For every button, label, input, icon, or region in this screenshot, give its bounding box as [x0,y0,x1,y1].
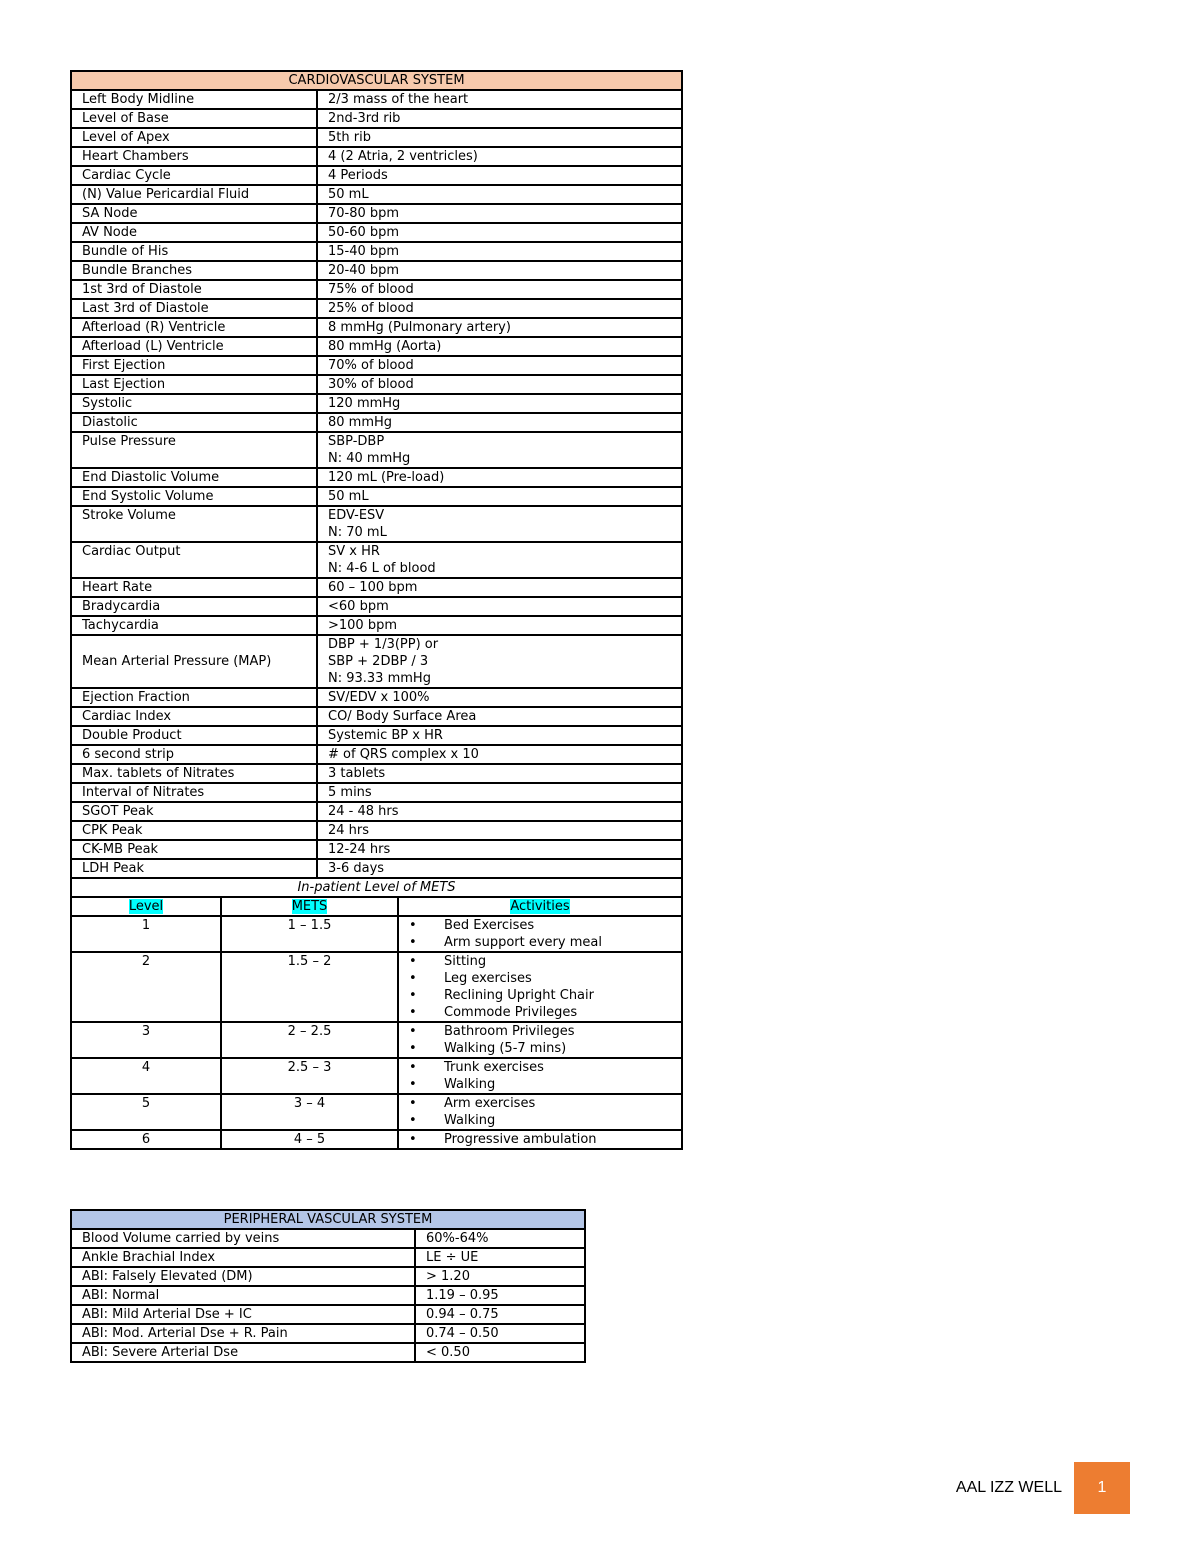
pvs-row [71,1267,585,1286]
mets-activities [398,1094,682,1130]
cardio-value: 25% of blood [317,299,682,318]
cardio-label: Bundle Branches [71,261,317,280]
pvs-title: PERIPHERAL VASCULAR SYSTEM [71,1210,585,1229]
bullet-icon: • [409,988,417,1003]
cardio-row [71,432,682,468]
activity-text: Sitting [444,954,487,969]
cardio-label: Diastolic [71,413,317,432]
mets-header-mets: METS [221,897,398,916]
activity-text: Bathroom Privileges [444,1024,575,1039]
pvs-body [71,1229,585,1362]
cardio-row [71,223,682,242]
cardio-value: Systemic BP x HR [317,726,682,745]
mets-row [71,1094,682,1130]
cardio-row [71,261,682,280]
mets-row [71,952,682,1022]
mets-row [71,916,682,952]
cardio-row [71,707,682,726]
bullet-icon: • [409,918,417,933]
bullet-icon: • [409,935,417,950]
activity-text: Commode Privileges [444,1005,578,1020]
pvs-value: 0.74 – 0.50 [415,1324,585,1343]
cardio-value: 70-80 bpm [317,204,682,223]
cardio-row [71,840,682,859]
pvs-value: 0.94 – 0.75 [415,1305,585,1324]
pvs-row [71,1286,585,1305]
cardio-label: 1st 3rd of Diastole [71,280,317,299]
mets-range: 1.5 – 2 [221,952,398,1022]
activity-text: Arm exercises [444,1096,536,1111]
cardio-row [71,356,682,375]
mets-range: 3 – 4 [221,1094,398,1130]
page-footer [956,1462,1130,1514]
pvs-label: Ankle Brachial Index [71,1248,415,1267]
bullet-icon: • [409,971,417,986]
cardio-label: AV Node [71,223,317,242]
cardio-row [71,375,682,394]
bullet-icon: • [409,1024,417,1039]
cardio-row [71,280,682,299]
cardio-label: End Diastolic Volume [71,468,317,487]
mets-activities [398,1058,682,1094]
bullet-icon: • [409,1060,417,1075]
cardio-value: 80 mmHg [317,413,682,432]
cardio-label: 6 second strip [71,745,317,764]
cardio-value: 3 tablets [317,764,682,783]
cardio-value: 5th rib [317,128,682,147]
cardio-row [71,318,682,337]
activity-text: Bed Exercises [444,918,535,933]
bullet-icon: • [409,1005,417,1020]
mets-body [71,916,682,1149]
cardio-label: Bundle of His [71,242,317,261]
mets-level: 5 [71,1094,221,1130]
cardio-value: SV x HR N: 4-6 L of blood [317,542,682,578]
pvs-value: 60%-64% [415,1229,585,1248]
cardio-value: 2/3 mass of the heart [317,90,682,109]
cardio-value: DBP + 1/3(PP) or SBP + 2DBP / 3 N: 93.33 mmHg [317,635,682,688]
cardio-label: Bradycardia [71,597,317,616]
pvs-label: Blood Volume carried by veins [71,1229,415,1248]
pvs-row [71,1343,585,1362]
mets-range: 4 – 5 [221,1130,398,1149]
cardio-row [71,109,682,128]
activity-list [399,1095,681,1129]
cardio-label: SGOT Peak [71,802,317,821]
pvs-label: ABI: Mild Arterial Dse + IC [71,1305,415,1324]
cardio-row [71,783,682,802]
cardio-label: Tachycardia [71,616,317,635]
cardio-row [71,468,682,487]
mets-activities [398,1130,682,1149]
page-number: 1 [1074,1462,1130,1514]
cardio-label: Heart Chambers [71,147,317,166]
mets-header-activities: Activities [398,897,682,916]
cardio-label: First Ejection [71,356,317,375]
cardio-row [71,204,682,223]
mets-level: 2 [71,952,221,1022]
activity-text: Walking [444,1113,496,1128]
mets-activities [398,1022,682,1058]
activity-item [399,1076,681,1093]
activity-item [399,1112,681,1129]
activity-item [399,970,681,987]
cardio-row [71,597,682,616]
cardio-row [71,616,682,635]
cardio-label: Double Product [71,726,317,745]
mets-range: 2.5 – 3 [221,1058,398,1094]
cardio-value: 120 mmHg [317,394,682,413]
bullet-icon: • [409,1041,417,1056]
cardio-value: >100 bpm [317,616,682,635]
cardio-row [71,413,682,432]
activity-text: Walking (5-7 mins) [444,1041,567,1056]
bullet-icon: • [409,1113,417,1128]
cardio-value: <60 bpm [317,597,682,616]
activity-text: Progressive ambulation [444,1132,597,1147]
mets-activities [398,952,682,1022]
activity-item [399,1023,681,1040]
mets-activities [398,916,682,952]
activity-text: Arm support every meal [444,935,602,950]
pvs-label: ABI: Falsely Elevated (DM) [71,1267,415,1286]
cardio-value: 5 mins [317,783,682,802]
cardio-value: 24 hrs [317,821,682,840]
activity-item [399,1040,681,1057]
cardio-label: Cardiac Index [71,707,317,726]
cardio-value: SBP-DBP N: 40 mmHg [317,432,682,468]
cardio-row [71,506,682,542]
cardio-value: 3-6 days [317,859,682,878]
activity-list [399,1131,681,1148]
cardio-label: Cardiac Output [71,542,317,578]
bullet-icon: • [409,1077,417,1092]
activity-list [399,953,681,1021]
cardio-label: CK-MB Peak [71,840,317,859]
cardio-row [71,802,682,821]
pvs-value: < 0.50 [415,1343,585,1362]
cardio-row [71,147,682,166]
mets-level: 6 [71,1130,221,1149]
cardio-row [71,578,682,597]
activity-text: Leg exercises [444,971,532,986]
pvs-row [71,1229,585,1248]
cardio-row [71,821,682,840]
activity-text: Reclining Upright Chair [444,988,594,1003]
pvs-row [71,1248,585,1267]
cardio-value: 70% of blood [317,356,682,375]
cardio-value: 2nd-3rd rib [317,109,682,128]
cardio-value: SV/EDV x 100% [317,688,682,707]
activity-list [399,1023,681,1057]
cardio-row [71,726,682,745]
cardio-label: SA Node [71,204,317,223]
pvs-label: ABI: Normal [71,1286,415,1305]
pvs-value: LE ÷ UE [415,1248,585,1267]
mets-level: 3 [71,1022,221,1058]
cardio-row [71,166,682,185]
cardio-value: 30% of blood [317,375,682,394]
pvs-value: > 1.20 [415,1267,585,1286]
cardio-value: 60 – 100 bpm [317,578,682,597]
cardio-label: Ejection Fraction [71,688,317,707]
cardio-label: Level of Base [71,109,317,128]
cardio-value: 4 Periods [317,166,682,185]
cardio-label: Mean Arterial Pressure (MAP) [71,635,317,688]
cardio-label: CPK Peak [71,821,317,840]
mets-range: 2 – 2.5 [221,1022,398,1058]
mets-row [71,1130,682,1149]
activity-item [399,987,681,1004]
activity-item [399,1095,681,1112]
cardio-label: Left Body Midline [71,90,317,109]
cardio-title: CARDIOVASCULAR SYSTEM [71,71,682,90]
peripheral-vascular-table [70,1209,586,1363]
cardio-label: LDH Peak [71,859,317,878]
cardio-label: Afterload (L) Ventricle [71,337,317,356]
cardio-row [71,745,682,764]
cardio-value: 24 - 48 hrs [317,802,682,821]
cardio-row [71,394,682,413]
cardio-label: Interval of Nitrates [71,783,317,802]
mets-row [71,1022,682,1058]
cardio-value: 8 mmHg (Pulmonary artery) [317,318,682,337]
cardio-label: Last 3rd of Diastole [71,299,317,318]
activity-item [399,934,681,951]
activity-item [399,1131,681,1148]
mets-header-level: Level [71,897,221,916]
cardio-row [71,635,682,688]
activity-item [399,1059,681,1076]
cardio-value: 20-40 bpm [317,261,682,280]
cardio-row [71,299,682,318]
cardio-label: Afterload (R) Ventricle [71,318,317,337]
cardio-row [71,337,682,356]
activity-item [399,953,681,970]
bullet-icon: • [409,1096,417,1111]
pvs-row [71,1324,585,1343]
cardio-label: Last Ejection [71,375,317,394]
cardio-label: Max. tablets of Nitrates [71,764,317,783]
mets-table [70,877,683,1150]
cardio-row [71,542,682,578]
cardio-row [71,242,682,261]
cardio-row [71,90,682,109]
activity-list [399,917,681,951]
cardio-value: 50-60 bpm [317,223,682,242]
cardio-label: (N) Value Pericardial Fluid [71,185,317,204]
cardio-label: Pulse Pressure [71,432,317,468]
cardio-value: 75% of blood [317,280,682,299]
cardio-label: Heart Rate [71,578,317,597]
cardio-label: Stroke Volume [71,506,317,542]
cardio-value: # of QRS complex x 10 [317,745,682,764]
mets-range: 1 – 1.5 [221,916,398,952]
cardio-row [71,128,682,147]
cardio-value: 15-40 bpm [317,242,682,261]
cardio-value: 50 mL [317,487,682,506]
cardio-label: Systolic [71,394,317,413]
cardio-row [71,487,682,506]
cardio-value: 50 mL [317,185,682,204]
cardio-value: EDV-ESV N: 70 mL [317,506,682,542]
pvs-value: 1.19 – 0.95 [415,1286,585,1305]
mets-level: 4 [71,1058,221,1094]
activity-item [399,917,681,934]
cardio-value: 80 mmHg (Aorta) [317,337,682,356]
cardio-label: Cardiac Cycle [71,166,317,185]
activity-text: Walking [444,1077,496,1092]
activity-text: Trunk exercises [444,1060,544,1075]
footer-text: AAL IZZ WELL [955,1479,1062,1496]
mets-title: In-patient Level of METS [71,878,682,897]
cardio-value: CO/ Body Surface Area [317,707,682,726]
cardio-label: Level of Apex [71,128,317,147]
cardio-row [71,764,682,783]
cardio-row [71,185,682,204]
mets-row [71,1058,682,1094]
cardio-row [71,859,682,878]
cardio-body [71,90,682,878]
activity-list [399,1059,681,1093]
pvs-row [71,1305,585,1324]
cardio-label: End Systolic Volume [71,487,317,506]
activity-item [399,1004,681,1021]
bullet-icon: • [409,954,417,969]
pvs-label: ABI: Severe Arterial Dse [71,1343,415,1362]
cardio-value: 4 (2 Atria, 2 ventricles) [317,147,682,166]
pvs-label: ABI: Mod. Arterial Dse + R. Pain [71,1324,415,1343]
cardio-value: 12-24 hrs [317,840,682,859]
bullet-icon: • [409,1132,417,1147]
cardiovascular-table [70,70,683,879]
mets-level: 1 [71,916,221,952]
cardio-row [71,688,682,707]
cardio-value: 120 mL (Pre-load) [317,468,682,487]
